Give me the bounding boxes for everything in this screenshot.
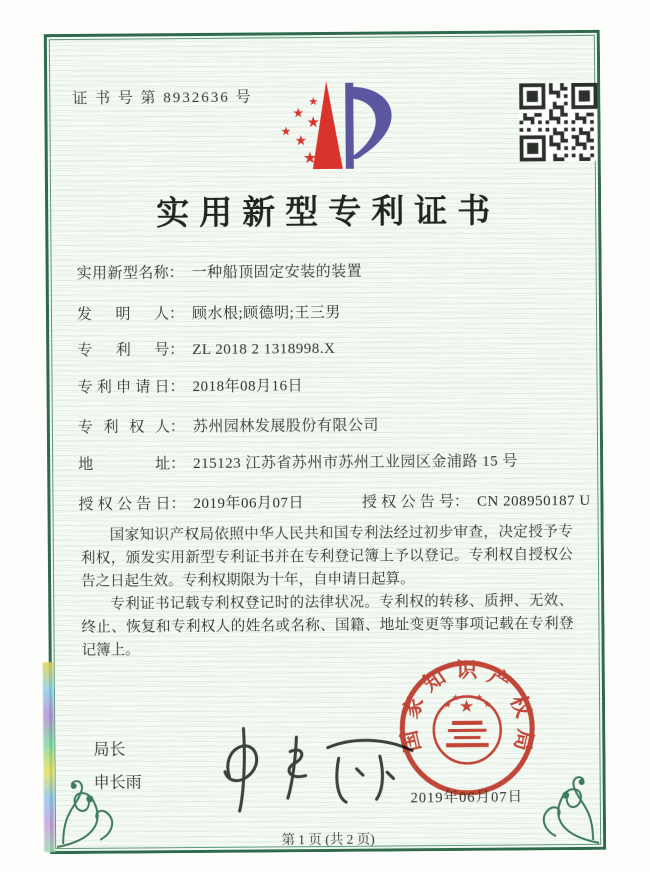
svg-text:★: ★ [306, 113, 321, 132]
svg-text:★: ★ [458, 696, 475, 716]
field-row-name [77, 260, 363, 283]
legal-paragraph-1: 国家知识产权局依照中华人民共和国专利法经过初步审查，决定授予专利权，颁发实用新型专利证书并在专利登记簿上予以登记。专利权自授权公告之日起生效。专利权期限为十年，自申请日起算。 [80, 524, 573, 590]
svg-text:★: ★ [302, 148, 318, 168]
field-label: 专利权人 [77, 419, 170, 436]
colon: ： [169, 379, 185, 396]
svg-text:★: ★ [483, 699, 492, 710]
colon: ： [453, 493, 470, 510]
svg-text:★: ★ [280, 124, 292, 139]
field-value: 苏州园林发展股份有限公司 [192, 417, 379, 436]
colon: ： [169, 419, 185, 436]
colon: ： [168, 306, 185, 323]
legal-text [81, 521, 574, 663]
national-emblem-icon [434, 692, 501, 763]
field-label: 专利号 [77, 342, 170, 359]
grant-no-value: CN 208950187 U [476, 492, 591, 510]
svg-text:★: ★ [443, 699, 452, 710]
field-value: 顾水根;顾德明;王三男 [191, 304, 341, 323]
field-label: 地址 [78, 456, 171, 473]
field-row-patentee [78, 414, 379, 437]
field-label: 实用新型名称 [76, 265, 169, 282]
colon: ： [169, 342, 185, 359]
certificate-frame [44, 30, 606, 854]
field-row-patent-no [77, 337, 335, 360]
field-value: 2018年08月16日 [192, 378, 304, 396]
colon: ： [168, 265, 184, 282]
seal-date: 2019年06月07日 [410, 789, 524, 807]
field-row-address [78, 449, 518, 473]
colon: ： [170, 456, 186, 473]
colon: ： [170, 496, 186, 513]
field-row-filing-date [77, 374, 303, 397]
director-name: 申长雨 [93, 774, 142, 792]
svg-text:★: ★ [308, 95, 319, 109]
field-value: 215123 江苏省苏州市苏州工业园区金浦路 15 号 [193, 453, 519, 473]
svg-text:★: ★ [292, 106, 305, 122]
field-label: 发明人 [76, 306, 170, 323]
seal-text: 国家知识产权局 [396, 658, 538, 755]
corner-flourish-right-icon [495, 740, 601, 846]
field-value: 2019年06月07日 [193, 495, 305, 513]
grant-no-label: 授权公告号 [361, 493, 455, 511]
legal-paragraph-2: 专利证书记载专利权登记时的法律状况。专利权的转移、质押、无效、终止、恢复和专利权人的姓名或名称、国籍、地址变更等事项记载在专利登记簿上。 [81, 593, 574, 659]
field-value: 一种船顶固定安装的装置 [191, 263, 363, 282]
svg-text:★: ★ [475, 692, 484, 703]
corner-flourish-left-icon [54, 743, 160, 849]
field-row-grant [78, 489, 590, 514]
svg-text:★: ★ [451, 692, 461, 703]
holographic-security-strip [43, 662, 55, 852]
director-title: 局长 [93, 741, 126, 759]
certificate-number: 证 书 号 第 8932636 号 [72, 89, 253, 107]
certificate-title: 实用新型专利证书 [156, 193, 501, 233]
field-value: ZL 2018 2 1318998.X [192, 340, 336, 359]
field-label: 授权公告日 [78, 496, 171, 513]
page-number: 第 1 页 (共 2 页) [281, 831, 375, 848]
cnipa-logo-icon [270, 76, 401, 175]
field-label: 专利申请日 [77, 379, 170, 396]
svg-text:★: ★ [294, 133, 308, 150]
qr-code [519, 83, 598, 162]
field-row-inventors [77, 301, 341, 324]
director-signature [202, 712, 418, 829]
